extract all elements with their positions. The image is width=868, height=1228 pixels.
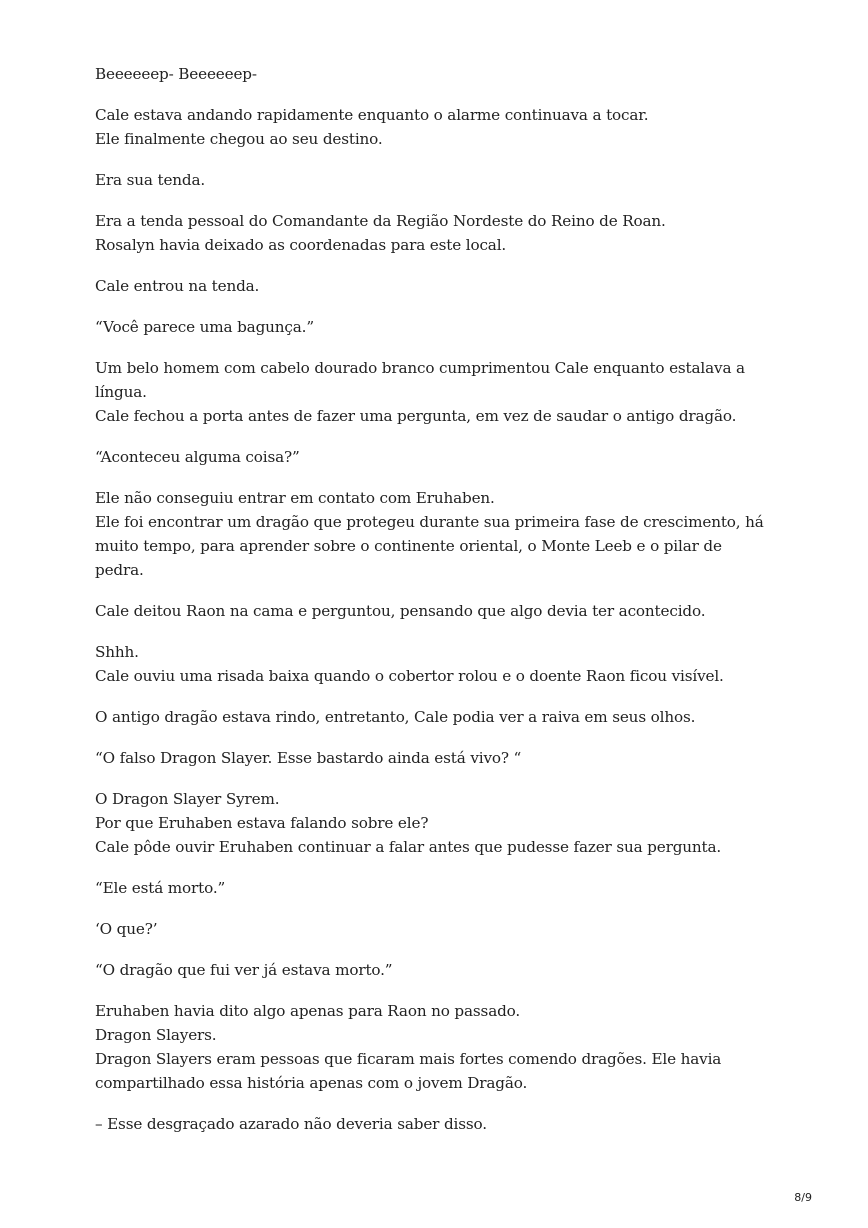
text-line: Por que Eruhaben estava falando sobre ele?: [95, 814, 429, 832]
text-line: Shhh.: [95, 643, 139, 661]
text-line: “Você parece uma bagunça.”: [95, 318, 314, 336]
text-line: O antigo dragão estava rindo, entretanto, Cale podia ver a raiva em seus olhos.: [95, 708, 696, 726]
text-line: pedra.: [95, 561, 144, 579]
paragraph: [95, 640, 785, 688]
document-body: [95, 62, 785, 1153]
text-line: compartilhado essa história apenas com o jovem Dragão.: [95, 1074, 528, 1092]
paragraph: [95, 958, 785, 982]
text-line: O Dragon Slayer Syrem.: [95, 790, 280, 808]
paragraph: [95, 209, 785, 257]
text-line: Ele não conseguiu entrar em contato com Eruhaben.: [95, 489, 495, 507]
text-line: Um belo homem com cabelo dourado branco cumprimentou Cale enquanto estalava a: [95, 359, 745, 377]
paragraph: [95, 999, 785, 1095]
paragraph: [95, 315, 785, 339]
text-line: “Ele está morto.”: [95, 879, 226, 897]
text-line: Cale deitou Raon na cama e perguntou, pensando que algo devia ter acontecido.: [95, 602, 706, 620]
paragraph: [95, 746, 785, 770]
text-line: Beeeeeep- Beeeeeep-: [95, 65, 257, 83]
paragraph: [95, 599, 785, 623]
paragraph: [95, 62, 785, 86]
text-line: Ele foi encontrar um dragão que protegeu durante sua primeira fase de crescimento, há: [95, 513, 764, 531]
text-line: Cale ouviu uma risada baixa quando o cobertor rolou e o doente Raon ficou visível.: [95, 667, 724, 685]
text-line: Rosalyn havia deixado as coordenadas para este local.: [95, 236, 507, 254]
paragraph: [95, 168, 785, 192]
text-line: Cale fechou a porta antes de fazer uma pergunta, em vez de saudar o antigo dragão.: [95, 407, 737, 425]
text-line: “O falso Dragon Slayer. Esse bastardo ainda está vivo? “: [95, 749, 522, 767]
paragraph: [95, 486, 785, 582]
text-line: Era a tenda pessoal do Comandante da Região Nordeste do Reino de Roan.: [95, 212, 666, 230]
text-line: Era sua tenda.: [95, 171, 206, 189]
text-line: Ele finalmente chegou ao seu destino.: [95, 130, 383, 148]
paragraph: [95, 787, 785, 859]
paragraph: [95, 1112, 785, 1136]
paragraph: [95, 876, 785, 900]
text-line: língua.: [95, 383, 147, 401]
text-line: muito tempo, para aprender sobre o continente oriental, o Monte Leeb e o pilar de: [95, 537, 722, 555]
paragraph: [95, 705, 785, 729]
text-line: Dragon Slayers eram pessoas que ficaram mais fortes comendo dragões. Ele havia: [95, 1050, 722, 1068]
text-line: Cale estava andando rapidamente enquanto o alarme continuava a tocar.: [95, 106, 649, 124]
paragraph: [95, 445, 785, 469]
paragraph: [95, 274, 785, 298]
text-line: Cale entrou na tenda.: [95, 277, 260, 295]
text-line: Dragon Slayers.: [95, 1026, 217, 1044]
text-line: Eruhaben havia dito algo apenas para Raon no passado.: [95, 1002, 521, 1020]
text-line: “Aconteceu alguma coisa?”: [95, 448, 300, 466]
paragraph: [95, 103, 785, 151]
text-line: – Esse desgraçado azarado não deveria saber disso.: [95, 1115, 487, 1133]
text-line: Cale pôde ouvir Eruhaben continuar a falar antes que pudesse fazer sua pergunta.: [95, 838, 722, 856]
page-number: 8/9: [794, 1191, 812, 1204]
paragraph: [95, 917, 785, 941]
text-line: “O dragão que fui ver já estava morto.”: [95, 961, 393, 979]
text-line: ‘O que?’: [95, 920, 158, 938]
paragraph: [95, 356, 785, 428]
